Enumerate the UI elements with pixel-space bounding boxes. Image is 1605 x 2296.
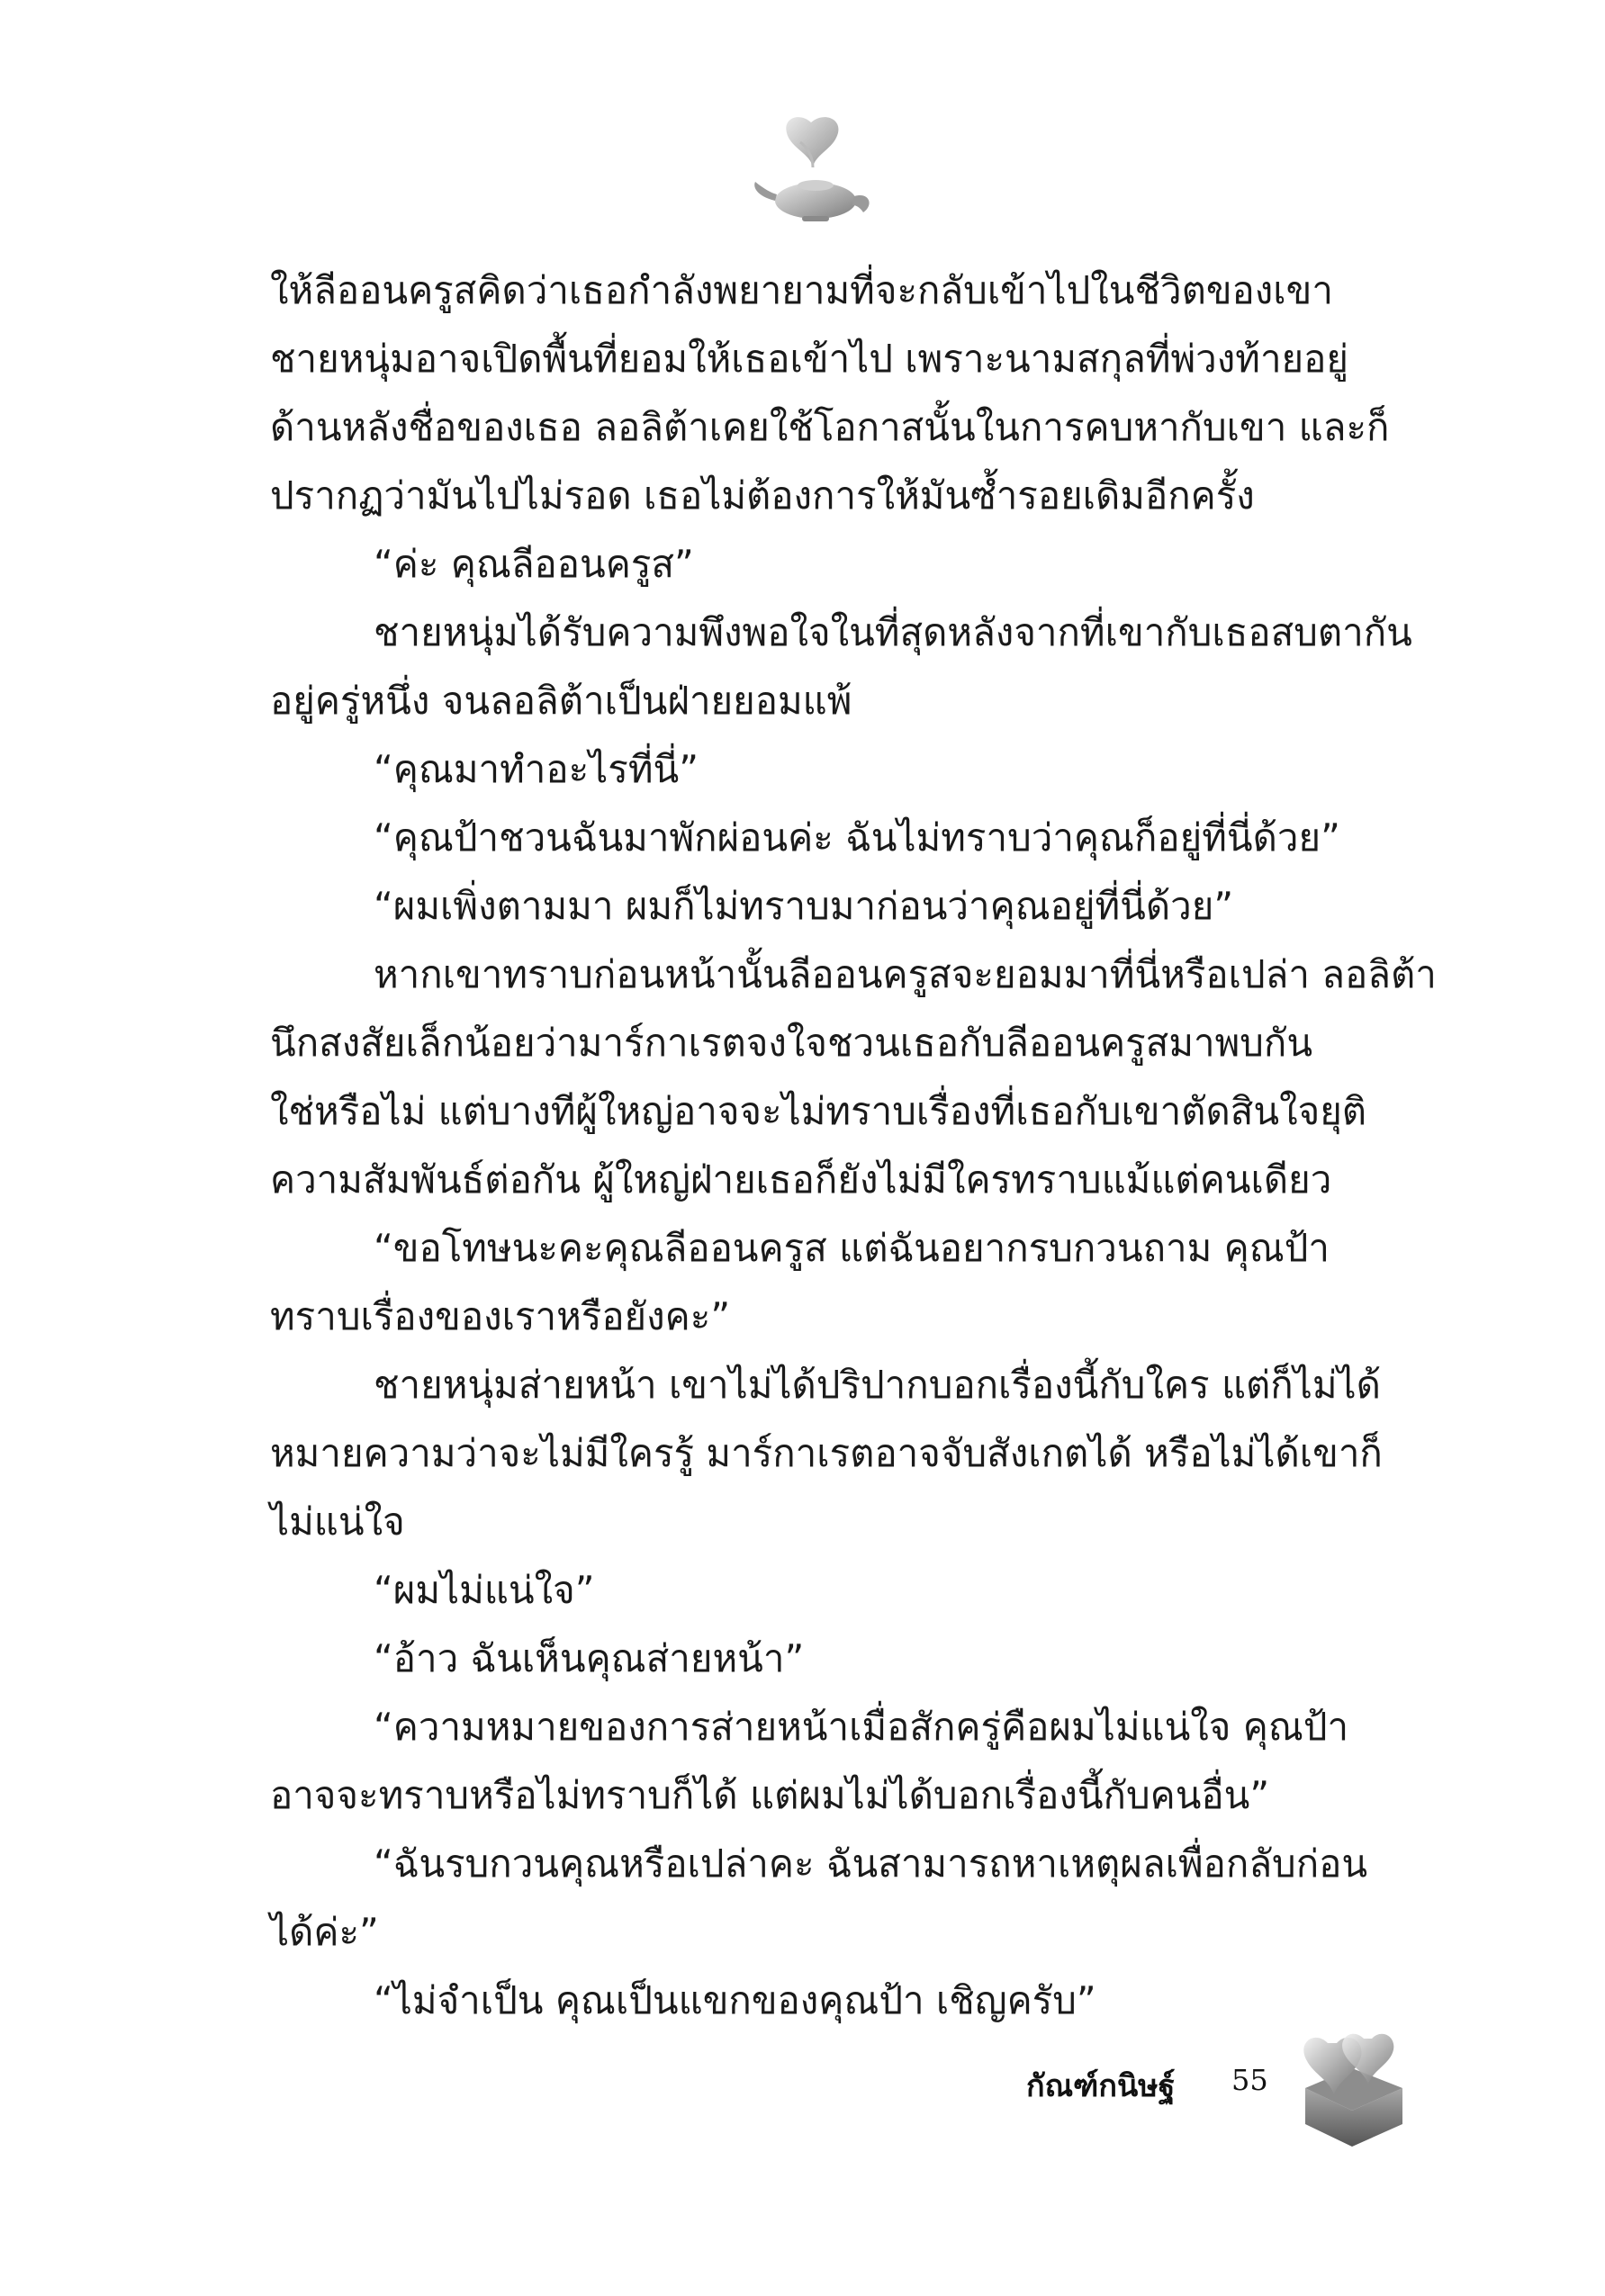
text-line: “อ้าว ฉันเห็นคุณส่ายหน้า” bbox=[374, 1636, 805, 1680]
text-line: อยู่ครู่หนึ่ง จนลอลิต้าเป็นฝ่ายยอมแพ้ bbox=[270, 679, 852, 723]
text-line: อาจจะทราบหรือไม่ทราบก็ได้ แต่ผมไม่ได้บอกเรื่องนี้กับคนอื่น” bbox=[270, 1773, 1270, 1817]
text-line: ปรากฏว่ามันไปไม่รอด เธอไม่ต้องการให้มันซ้ำรอยเดิมอีกครั้ง bbox=[270, 473, 1255, 518]
text-line: นึกสงสัยเล็กน้อยว่ามาร์กาเรตจงใจชวนเธอกับลีออนครูสมาพบกัน bbox=[270, 1021, 1313, 1065]
page-number: 55 bbox=[1231, 2063, 1268, 2097]
text-line: ได้ค่ะ” bbox=[270, 1910, 379, 1954]
text-line: “ผมไม่แน่ใจ” bbox=[374, 1568, 595, 1612]
teapot-ornament-icon bbox=[748, 106, 883, 241]
text-line: “ผมเพิ่งตามมา ผมก็ไม่ทราบมาก่อนว่าคุณอยู่ที่นี่ด้วย” bbox=[374, 884, 1234, 928]
body-text bbox=[270, 257, 1437, 2035]
text-line: ความสัมพันธ์ต่อกัน ผู้ใหญ่ฝ่ายเธอก็ยังไม่มีใครทราบแม้แต่คนเดียว bbox=[270, 1157, 1332, 1202]
text-line: ด้านหลังชื่อของเธอ ลอลิต้าเคยใช้โอกาสนั้นในการคบหากับเขา และก็ bbox=[270, 405, 1390, 449]
text-line: “คุณป้าชวนฉันมาพักผ่อนค่ะ ฉันไม่ทราบว่าคุณก็อยู่ที่นี่ด้วย” bbox=[374, 815, 1340, 860]
text-line: “ขอโทษนะคะคุณลีออนครูส แต่ฉันอยากรบกวนถาม คุณป้า bbox=[374, 1226, 1330, 1270]
text-line: “คุณมาทำอะไรที่นี่” bbox=[374, 747, 699, 791]
page-footer bbox=[1026, 2025, 1404, 2151]
text-line: “ค่ะ คุณลีออนครูส” bbox=[374, 542, 694, 586]
text-line: หมายความว่าจะไม่มีใครรู้ มาร์กาเรตอาจจับสังเกตได้ หรือไม่ได้เขาก็ bbox=[270, 1431, 1383, 1475]
heart-box-icon bbox=[1296, 2025, 1409, 2151]
text-line: “ไม่จำเป็น คุณเป็นแขกของคุณป้า เชิญครับ” bbox=[374, 1978, 1096, 2022]
text-line: “ความหมายของการส่ายหน้าเมื่อสักครู่คือผมไม่แน่ใจ คุณป้า bbox=[374, 1705, 1349, 1749]
text-line: ชายหนุ่มส่ายหน้า เขาไม่ได้ปริปากบอกเรื่องนี้กับใคร แต่ก็ไม่ได้ bbox=[374, 1363, 1381, 1407]
text-line: ชายหนุ่มอาจเปิดพื้นที่ยอมให้เธอเข้าไป เพราะนามสกุลที่พ่วงท้ายอยู่ bbox=[270, 337, 1348, 381]
text-line: ให้ลีออนครูสคิดว่าเธอกำลังพยายามที่จะกลับเข้าไปในชีวิตของเขา bbox=[270, 268, 1333, 312]
book-title: กัณฑ์กนิษฐ์ bbox=[1026, 2068, 1176, 2104]
text-line: ชายหนุ่มได้รับความพึงพอใจในที่สุดหลังจากที่เขากับเธอสบตากัน bbox=[374, 610, 1412, 654]
text-line: ใช่หรือไม่ แต่บางทีผู้ใหญ่อาจจะไม่ทราบเรื่องที่เธอกับเขาตัดสินใจยุติ bbox=[270, 1089, 1367, 1133]
text-line: ทราบเรื่องของเราหรือยังคะ” bbox=[270, 1294, 731, 1338]
text-line: หากเขาทราบก่อนหน้านั้นลีออนครูสจะยอมมาที่นี่หรือเปล่า ลอลิต้า bbox=[374, 952, 1437, 996]
text-line: ไม่แน่ใจ bbox=[270, 1499, 405, 1544]
text-line: “ฉันรบกวนคุณหรือเปล่าคะ ฉันสามารถหาเหตุผลเพื่อกลับก่อน bbox=[374, 1841, 1368, 1886]
